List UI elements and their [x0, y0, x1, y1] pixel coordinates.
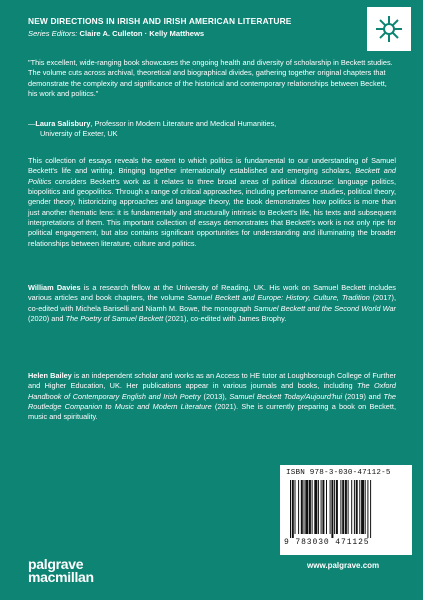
- barcode-bar: [361, 480, 364, 534]
- barcode-bar: [359, 480, 360, 534]
- editor-name: William Davies: [28, 283, 81, 292]
- barcode-bar: [370, 480, 371, 538]
- springer-logo-icon: [367, 7, 411, 51]
- endorser-role: , Professor in Modern Literature and Medical Humanities,: [90, 119, 277, 128]
- bio-text: (2021). She is currently preparing a book on Beckett, music and spirituality.: [28, 402, 396, 422]
- barcode-bar: [290, 480, 291, 538]
- barcode-bar: [304, 480, 305, 534]
- barcode-bar: [340, 480, 341, 534]
- isbn-number: ISBN 978-3-030-47112-5: [286, 469, 391, 477]
- series-editors-label: Series Editors:: [28, 29, 78, 38]
- barcode-bar: [305, 480, 308, 534]
- barcode-bar: [365, 480, 366, 534]
- barcode-digits: 9 783030 471125: [284, 538, 370, 547]
- barcode-bar: [331, 480, 333, 538]
- bio-title: The Oxford Handbook of Contemporary English and Irish Poetry: [28, 381, 397, 401]
- endorser-name: Laura Salisbury: [35, 119, 91, 128]
- springer-knight-icon: [372, 12, 406, 46]
- book-description: [28, 156, 396, 249]
- endorsement-quote: "This excellent, wide-ranging book showcases the ongoing health and diversity of scholarship in Beckett studies. The volume cuts across archival, theoretical and biographical divides, gathering together original chapters that demonstrate the complexity and significance of the historical and contemporary relationships between Beckett, his work and politics.": [28, 58, 393, 99]
- barcode-bar: [309, 480, 311, 534]
- barcode-bar: [298, 480, 299, 534]
- bio-title: Samuel Beckett and the Second World War: [253, 303, 396, 313]
- barcode-bar: [348, 480, 349, 534]
- editor-name: Helen Bailey: [28, 371, 72, 380]
- barcode-bar: [295, 480, 296, 534]
- bio-title: The Poetry of Samuel Beckett: [65, 314, 164, 324]
- publisher-name-line1: palgrave: [28, 556, 84, 572]
- barcode-bar: [345, 480, 347, 534]
- barcode-bar: [292, 480, 294, 538]
- barcode-bar: [322, 480, 324, 534]
- bio-title: The Routledge Companion to Music and Modern Literature: [28, 391, 396, 412]
- barcode-bar: [342, 480, 344, 534]
- barcode-bar: [312, 480, 313, 534]
- endorser-institution: University of Exeter, UK: [40, 129, 118, 139]
- description-text: This collection of essays reveals the extent to which politics is fundamental to our understanding of Samuel Beckett's life and writing. Bringing together internationally established and emerging scholars,: [28, 156, 396, 176]
- series-title: NEW DIRECTIONS IN IRISH AND IRISH AMERICAN LITERATURE: [28, 16, 292, 26]
- barcode-bar: [356, 480, 358, 534]
- editor-bio-davies: [28, 283, 396, 324]
- bio-text: (2020) and: [28, 314, 66, 324]
- publisher-name-line2: macmillan: [28, 569, 94, 585]
- barcode-bar: [336, 480, 338, 534]
- bio-text: (2019) and: [342, 391, 384, 401]
- barcode-bar: [326, 480, 327, 534]
- barcode-bar: [301, 480, 303, 534]
- bio-text: is a research fellow at the University of Reading, UK. His work on Samuel Beckett includes various articles and book chapters, the volume: [28, 283, 396, 303]
- barcode-bar: [314, 480, 317, 534]
- barcode-bar: [321, 480, 322, 534]
- barcode-bar: [351, 480, 352, 534]
- bio-title: Samuel Beckett and Europe: History, Culture, Tradition: [187, 293, 370, 303]
- editor-bio-bailey: [28, 371, 396, 423]
- barcode-bar: [354, 480, 355, 534]
- bio-text: (2013),: [200, 391, 230, 401]
- barcode-bar: [318, 480, 319, 534]
- barcode-bar: [367, 480, 368, 538]
- endorsement-attribution: [28, 119, 396, 140]
- attribution-dash: —: [28, 119, 36, 128]
- publisher-logo: [28, 558, 94, 584]
- bio-title: Samuel Beckett Today/Aujourd'hui: [229, 391, 343, 401]
- description-text-cont: considers Beckett's work as it relates to three broad areas of political discourse: language politics, biopolitics and geopolitics. Through a range of critical approaches, including performance studies, political theory, gender theory, historicizing approaches and language theory, the book demonstrates how politics is more than just another thematic lens: it is fundamentally and structurally intrinsic to Beckett's life, his texts and subsequent interpretations of them. This important collection of essays demonstrates that Beckett's work is not only ripe for political engagement, but also contains significant opportunities for understanding and illuminating the broader relationships between literature, culture and politics.: [28, 176, 396, 248]
- barcode-bar: [330, 480, 331, 534]
- series-editors-names: Claire A. Culleton · Kelly Matthews: [79, 29, 205, 38]
- publisher-website: www.palgrave.com: [307, 561, 380, 570]
- series-editors: [28, 29, 388, 38]
- isbn-barcode: [280, 465, 412, 555]
- bio-text: (2021), co-edited with James Brophy.: [163, 314, 287, 324]
- barcode-bar: [334, 480, 335, 534]
- bio-text: (2017), co-edited with Michela Bariselli and Niamh M. Bowe, the monograph: [28, 293, 396, 313]
- book-title-italic: Beckett and Politics: [28, 166, 396, 186]
- barcode-bars: [290, 480, 402, 538]
- bio-text: is an independent scholar and works as an Access to HE tutor at Loughborough College of Further and Higher Education, UK. Her publications appear in various journals and books, including: [28, 371, 396, 391]
